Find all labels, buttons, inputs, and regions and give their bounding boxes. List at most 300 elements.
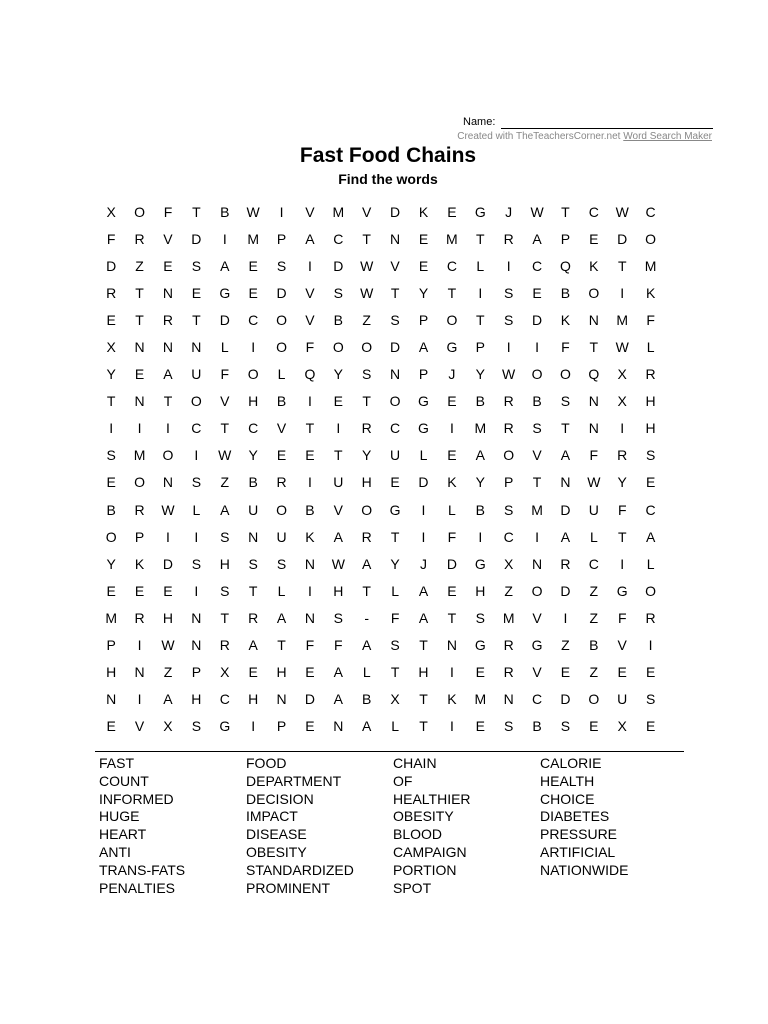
grid-letter[interactable]: I	[648, 637, 653, 654]
grid-letter[interactable]: E	[163, 257, 173, 274]
grid-letter[interactable]: E	[191, 284, 202, 301]
grid-letter[interactable]: W	[360, 257, 374, 274]
grid-letter[interactable]: T	[220, 609, 230, 626]
grid-letter[interactable]: Z	[504, 582, 513, 599]
grid-letter[interactable]: O	[588, 284, 600, 301]
grid-letter[interactable]: C	[531, 257, 543, 274]
grid-letter[interactable]: I	[166, 528, 170, 545]
grid-letter[interactable]: I	[563, 609, 568, 626]
grid-letter[interactable]: R	[503, 393, 514, 410]
grid-letter[interactable]: O	[531, 366, 543, 383]
grid-letter[interactable]: E	[248, 257, 258, 274]
grid-letter[interactable]: W	[218, 447, 232, 464]
grid-letter[interactable]: C	[645, 203, 656, 220]
grid-letter[interactable]: Y	[475, 474, 485, 491]
grid-letter[interactable]: K	[645, 284, 656, 301]
grid-letter[interactable]: T	[532, 474, 542, 491]
grid-letter[interactable]: G	[474, 203, 486, 220]
grid-letter[interactable]: A	[362, 718, 372, 735]
grid-letter[interactable]: Z	[135, 257, 144, 274]
grid-letter[interactable]: R	[134, 609, 145, 626]
grid-letter[interactable]: G	[531, 637, 543, 654]
grid-letter[interactable]: I	[449, 718, 454, 735]
grid-letter[interactable]: B	[276, 393, 287, 410]
grid-letter[interactable]: G	[219, 284, 231, 301]
grid-letter[interactable]: A	[475, 447, 485, 464]
grid-letter[interactable]: V	[134, 718, 145, 735]
grid-letter[interactable]: T	[135, 284, 144, 301]
grid-letter[interactable]: M	[474, 420, 487, 437]
grid-letter[interactable]: M	[105, 609, 118, 626]
grid-letter[interactable]: T	[447, 284, 457, 301]
grid-letter[interactable]: C	[446, 257, 457, 274]
grid-letter[interactable]: J	[419, 555, 427, 572]
grid-letter[interactable]: F	[561, 339, 570, 356]
grid-letter[interactable]: A	[163, 366, 173, 383]
grid-letter[interactable]: H	[248, 393, 259, 410]
grid-letter[interactable]: M	[644, 257, 657, 274]
grid-letter[interactable]: A	[560, 528, 571, 545]
grid-letter[interactable]: C	[248, 420, 259, 437]
grid-letter[interactable]: I	[506, 339, 511, 356]
grid-letter[interactable]: E	[589, 718, 599, 735]
grid-letter[interactable]: H	[106, 664, 117, 681]
grid-letter[interactable]: H	[219, 555, 230, 572]
grid-letter[interactable]: O	[361, 501, 373, 518]
grid-letter[interactable]: A	[248, 637, 258, 654]
grid-letter[interactable]: B	[106, 501, 116, 518]
grid-letter[interactable]: S	[333, 609, 343, 626]
grid-letter[interactable]: I	[478, 528, 483, 545]
grid-letter[interactable]: I	[251, 339, 256, 356]
grid-letter[interactable]: S	[503, 311, 514, 328]
grid-letter[interactable]: S	[390, 311, 400, 328]
grid-letter[interactable]: N	[503, 691, 514, 708]
grid-letter[interactable]: F	[163, 203, 173, 220]
grid-letter[interactable]: I	[620, 284, 625, 301]
grid-letter[interactable]: T	[248, 582, 258, 599]
grid-letter[interactable]: F	[589, 447, 599, 464]
grid-letter[interactable]: I	[137, 637, 142, 654]
grid-letter[interactable]: S	[191, 257, 202, 274]
grid-letter[interactable]: L	[277, 366, 286, 383]
grid-letter[interactable]: V	[305, 311, 315, 328]
grid-letter[interactable]: E	[248, 664, 258, 681]
grid-letter[interactable]: H	[162, 609, 174, 626]
grid-letter[interactable]: F	[617, 609, 627, 626]
grid-letter[interactable]: I	[506, 257, 511, 274]
grid-letter[interactable]: N	[390, 230, 401, 247]
grid-letter[interactable]: X	[390, 691, 400, 708]
grid-letter[interactable]: R	[106, 284, 117, 301]
grid-letter[interactable]: I	[251, 718, 256, 735]
grid-letter[interactable]: H	[248, 691, 259, 708]
grid-letter[interactable]: R	[503, 664, 514, 681]
grid-letter[interactable]: V	[532, 609, 542, 626]
grid-letter[interactable]: N	[531, 555, 543, 572]
grid-letter[interactable]: N	[588, 311, 599, 328]
grid-letter[interactable]: F	[220, 366, 230, 383]
grid-letter[interactable]: S	[276, 257, 287, 274]
name-field[interactable]	[463, 116, 713, 132]
grid-letter[interactable]: D	[390, 339, 401, 356]
grid-letter[interactable]: P	[191, 664, 202, 681]
grid-letter[interactable]: C	[390, 420, 401, 437]
grid-letter[interactable]: I	[194, 582, 199, 599]
grid-letter[interactable]: E	[447, 203, 457, 220]
grid-letter[interactable]: T	[419, 637, 428, 654]
grid-letter[interactable]: G	[389, 501, 401, 518]
grid-letter[interactable]: U	[248, 501, 259, 518]
grid-letter[interactable]: O	[332, 339, 344, 356]
grid-letter[interactable]: I	[535, 339, 539, 356]
grid-letter[interactable]: V	[362, 203, 372, 220]
grid-letter[interactable]: O	[588, 691, 600, 708]
grid-letter[interactable]: Q	[560, 257, 571, 274]
grid-letter[interactable]: R	[560, 555, 571, 572]
grid-letter[interactable]: V	[333, 501, 343, 518]
grid-letter[interactable]: F	[334, 637, 343, 654]
grid-letter[interactable]: B	[220, 203, 230, 220]
grid-letter[interactable]: E	[305, 718, 315, 735]
grid-letter[interactable]: Z	[561, 637, 570, 654]
grid-letter[interactable]: D	[333, 257, 344, 274]
grid-letter[interactable]: O	[162, 447, 174, 464]
grid-letter[interactable]: D	[106, 257, 117, 274]
grid-letter[interactable]: L	[419, 447, 428, 464]
grid-letter[interactable]: P	[418, 366, 429, 383]
grid-letter[interactable]: M	[446, 230, 458, 247]
grid-letter[interactable]: N	[333, 718, 344, 735]
grid-letter[interactable]: B	[475, 393, 485, 410]
grid-letter[interactable]: A	[333, 691, 343, 708]
grid-letter[interactable]: D	[276, 284, 287, 301]
grid-letter[interactable]: L	[391, 718, 399, 735]
grid-letter[interactable]: S	[390, 637, 400, 654]
grid-letter[interactable]: D	[446, 555, 457, 572]
grid-letter[interactable]: S	[503, 284, 514, 301]
grid-letter[interactable]: B	[589, 637, 599, 654]
grid-letter[interactable]: R	[503, 637, 514, 654]
grid-letter[interactable]: K	[305, 528, 315, 545]
grid-letter[interactable]: S	[191, 474, 202, 491]
grid-letter[interactable]: H	[645, 393, 656, 410]
grid-letter[interactable]: E	[589, 230, 599, 247]
grid-letter[interactable]: T	[362, 230, 371, 247]
grid-letter[interactable]: E	[305, 664, 315, 681]
grid-letter[interactable]: T	[475, 311, 485, 328]
grid-letter[interactable]: T	[135, 311, 144, 328]
grid-letter[interactable]: T	[192, 311, 201, 328]
grid-letter[interactable]: N	[191, 339, 202, 356]
grid-letter[interactable]: O	[105, 528, 117, 545]
grid-letter[interactable]: I	[449, 420, 454, 437]
grid-letter[interactable]: A	[333, 664, 343, 681]
grid-letter[interactable]: D	[560, 582, 571, 599]
grid-letter[interactable]: Y	[333, 366, 343, 383]
grid-letter[interactable]: G	[418, 393, 429, 410]
grid-letter[interactable]: D	[418, 474, 429, 491]
word-search-maker-link[interactable]: Word Search Maker	[623, 131, 712, 142]
grid-letter[interactable]: S	[333, 284, 343, 301]
grid-letter[interactable]: X	[617, 718, 627, 735]
grid-letter[interactable]: A	[418, 582, 429, 599]
grid-letter[interactable]: T	[220, 420, 230, 437]
grid-letter[interactable]: L	[476, 257, 485, 274]
grid-letter[interactable]: B	[248, 474, 258, 491]
grid-letter[interactable]: O	[503, 447, 515, 464]
grid-letter[interactable]: L	[646, 339, 655, 356]
grid-letter[interactable]: N	[162, 474, 174, 491]
grid-letter[interactable]: T	[617, 257, 627, 274]
grid-letter[interactable]: R	[134, 230, 145, 247]
grid-letter[interactable]: L	[362, 664, 371, 681]
grid-letter[interactable]: H	[645, 420, 656, 437]
grid-letter[interactable]: X	[617, 366, 627, 383]
grid-letter[interactable]: I	[620, 420, 625, 437]
grid-letter[interactable]: U	[588, 501, 599, 518]
grid-letter[interactable]: Z	[589, 609, 599, 626]
grid-letter[interactable]: T	[419, 718, 428, 735]
grid-letter[interactable]: S	[645, 447, 656, 464]
grid-letter[interactable]: C	[219, 691, 230, 708]
grid-letter[interactable]: Y	[106, 366, 116, 383]
grid-letter[interactable]: A	[362, 555, 372, 572]
grid-letter[interactable]: V	[163, 230, 173, 247]
grid-letter[interactable]: I	[194, 528, 199, 545]
grid-letter[interactable]: D	[617, 230, 628, 247]
grid-letter[interactable]: O	[134, 203, 146, 220]
grid-letter[interactable]: O	[276, 501, 287, 518]
grid-letter[interactable]: Y	[475, 366, 485, 383]
grid-letter[interactable]: X	[503, 555, 514, 572]
grid-letter[interactable]: N	[191, 637, 202, 654]
grid-letter[interactable]: S	[276, 555, 287, 572]
grid-letter[interactable]: K	[447, 474, 457, 491]
grid-letter[interactable]: V	[276, 420, 287, 437]
grid-letter[interactable]: Y	[362, 447, 372, 464]
grid-letter[interactable]: O	[276, 311, 287, 328]
grid-letter[interactable]: M	[531, 501, 543, 518]
grid-letter[interactable]: S	[503, 718, 514, 735]
grid-letter[interactable]: T	[617, 528, 627, 545]
grid-letter[interactable]: E	[532, 284, 542, 301]
grid-letter[interactable]: T	[589, 339, 599, 356]
grid-letter[interactable]: U	[333, 474, 344, 491]
grid-letter[interactable]: R	[361, 420, 372, 437]
grid-letter[interactable]: Z	[220, 474, 230, 491]
grid-letter[interactable]: E	[645, 474, 656, 491]
grid-letter[interactable]: M	[502, 609, 515, 626]
grid-letter[interactable]: M	[133, 447, 146, 464]
grid-letter[interactable]: N	[446, 637, 457, 654]
grid-letter[interactable]: G	[219, 718, 231, 735]
grid-letter[interactable]: D	[191, 230, 202, 247]
grid-letter[interactable]: G	[418, 420, 429, 437]
grid-letter[interactable]: E	[134, 582, 145, 599]
grid-letter[interactable]: P	[418, 311, 429, 328]
grid-letter[interactable]: W	[615, 203, 629, 220]
grid-letter[interactable]: F	[646, 311, 655, 328]
grid-letter[interactable]: O	[276, 339, 287, 356]
grid-letter[interactable]: E	[106, 474, 116, 491]
grid-letter[interactable]: M	[332, 203, 345, 220]
grid-letter[interactable]: A	[560, 447, 571, 464]
grid-letter[interactable]: A	[220, 501, 230, 518]
grid-letter[interactable]: R	[361, 528, 372, 545]
grid-letter[interactable]: W	[502, 366, 516, 383]
grid-letter[interactable]: P	[276, 718, 287, 735]
grid-letter[interactable]: S	[560, 718, 571, 735]
grid-letter[interactable]: T	[277, 637, 286, 654]
grid-letter[interactable]: V	[305, 203, 315, 220]
grid-letter[interactable]: C	[645, 501, 656, 518]
grid-letter[interactable]: G	[474, 637, 486, 654]
grid-letter[interactable]: C	[503, 528, 514, 545]
grid-letter[interactable]: T	[561, 420, 570, 437]
grid-letter[interactable]: N	[560, 474, 571, 491]
grid-letter[interactable]: E	[106, 311, 116, 328]
grid-letter[interactable]: L	[192, 501, 201, 518]
grid-letter[interactable]: T	[106, 393, 116, 410]
grid-letter[interactable]: I	[109, 420, 114, 437]
grid-letter[interactable]: X	[220, 664, 230, 681]
grid-letter[interactable]: A	[333, 528, 343, 545]
grid-letter[interactable]: I	[307, 393, 312, 410]
grid-letter[interactable]: O	[247, 366, 259, 383]
grid-letter[interactable]: F	[390, 609, 400, 626]
grid-letter[interactable]: P	[134, 528, 145, 545]
grid-letter[interactable]: I	[421, 501, 426, 518]
grid-letter[interactable]: G	[474, 555, 486, 572]
grid-letter[interactable]: W	[161, 637, 175, 654]
grid-letter[interactable]: Q	[304, 366, 316, 383]
grid-letter[interactable]: Z	[589, 582, 599, 599]
grid-letter[interactable]: T	[419, 691, 428, 708]
grid-letter[interactable]: O	[361, 339, 373, 356]
grid-letter[interactable]: E	[645, 664, 656, 681]
grid-letter[interactable]: E	[447, 393, 457, 410]
grid-letter[interactable]: V	[617, 637, 627, 654]
grid-letter[interactable]: H	[418, 664, 429, 681]
grid-letter[interactable]: B	[560, 284, 571, 301]
grid-letter[interactable]: O	[446, 311, 458, 328]
grid-letter[interactable]: S	[191, 718, 202, 735]
grid-letter[interactable]: E	[617, 664, 627, 681]
grid-letter[interactable]: S	[362, 366, 372, 383]
grid-letter[interactable]: L	[277, 582, 286, 599]
grid-letter[interactable]: A	[418, 339, 429, 356]
grid-letter[interactable]: Y	[418, 284, 429, 301]
grid-letter[interactable]: F	[447, 528, 457, 545]
grid-letter[interactable]: D	[304, 691, 315, 708]
grid-letter[interactable]: D	[219, 311, 230, 328]
grid-letter[interactable]: G	[446, 339, 458, 356]
grid-letter[interactable]: S	[560, 393, 571, 410]
grid-letter[interactable]: A	[362, 637, 372, 654]
grid-letter[interactable]: W	[360, 284, 374, 301]
grid-letter[interactable]: A	[305, 230, 315, 247]
grid-letter[interactable]: W	[246, 203, 260, 220]
grid-letter[interactable]: I	[307, 257, 312, 274]
grid-letter[interactable]: T	[362, 582, 371, 599]
grid-letter[interactable]: P	[560, 230, 571, 247]
grid-letter[interactable]: I	[307, 474, 312, 491]
grid-letter[interactable]: W	[530, 203, 544, 220]
grid-letter[interactable]: N	[588, 420, 599, 437]
grid-letter[interactable]: C	[333, 230, 344, 247]
grid-letter[interactable]: E	[447, 447, 457, 464]
grid-letter[interactable]: N	[162, 339, 174, 356]
grid-letter[interactable]: I	[478, 284, 483, 301]
grid-letter[interactable]: V	[220, 393, 230, 410]
grid-letter[interactable]: J	[448, 366, 456, 383]
grid-letter[interactable]: U	[191, 366, 202, 383]
grid-letter[interactable]: A	[532, 230, 542, 247]
grid-letter[interactable]: O	[645, 230, 657, 247]
grid-letter[interactable]: R	[617, 447, 628, 464]
grid-letter[interactable]: B	[475, 501, 485, 518]
grid-letter[interactable]: K	[134, 555, 145, 572]
grid-letter[interactable]: G	[616, 582, 628, 599]
grid-letter[interactable]: C	[248, 311, 259, 328]
grid-letter[interactable]: O	[531, 582, 543, 599]
grid-letter[interactable]: I	[336, 420, 341, 437]
grid-letter[interactable]: M	[616, 311, 629, 328]
grid-letter[interactable]: L	[447, 501, 456, 518]
grid-letter[interactable]: S	[248, 555, 258, 572]
grid-letter[interactable]: V	[390, 257, 400, 274]
grid-letter[interactable]: I	[449, 664, 454, 681]
grid-letter[interactable]: E	[418, 230, 429, 247]
grid-letter[interactable]: T	[163, 393, 173, 410]
grid-letter[interactable]: O	[389, 393, 401, 410]
grid-letter[interactable]: N	[304, 555, 315, 572]
grid-letter[interactable]: E	[560, 664, 571, 681]
grid-letter[interactable]: N	[134, 664, 145, 681]
grid-letter[interactable]: L	[589, 528, 598, 545]
grid-letter[interactable]: R	[503, 420, 514, 437]
grid-letter[interactable]: F	[305, 637, 315, 654]
grid-letter[interactable]: N	[276, 691, 287, 708]
grid-letter[interactable]: I	[194, 447, 199, 464]
grid-letter[interactable]: H	[191, 691, 202, 708]
grid-letter[interactable]: Z	[362, 311, 371, 328]
grid-letter[interactable]: U	[617, 691, 628, 708]
grid-letter[interactable]: T	[390, 284, 400, 301]
grid-letter[interactable]: I	[166, 420, 170, 437]
grid-letter[interactable]: P	[106, 637, 116, 654]
grid-letter[interactable]: K	[560, 311, 571, 328]
grid-letter[interactable]: Z	[163, 664, 173, 681]
grid-letter[interactable]: H	[333, 582, 344, 599]
grid-letter[interactable]: I	[620, 555, 625, 572]
grid-letter[interactable]: A	[276, 609, 287, 626]
grid-letter[interactable]: T	[390, 664, 400, 681]
grid-letter[interactable]: M	[247, 230, 259, 247]
grid-letter[interactable]: R	[503, 230, 514, 247]
grid-letter[interactable]: E	[447, 582, 457, 599]
grid-letter[interactable]: X	[163, 718, 173, 735]
grid-letter[interactable]: E	[276, 447, 287, 464]
grid-letter[interactable]: C	[588, 203, 599, 220]
grid-letter[interactable]: W	[615, 339, 629, 356]
grid-letter[interactable]: T	[447, 609, 457, 626]
grid-letter[interactable]: P	[276, 230, 287, 247]
grid-letter[interactable]: S	[475, 609, 485, 626]
grid-letter[interactable]: N	[106, 691, 117, 708]
grid-letter[interactable]: K	[589, 257, 599, 274]
